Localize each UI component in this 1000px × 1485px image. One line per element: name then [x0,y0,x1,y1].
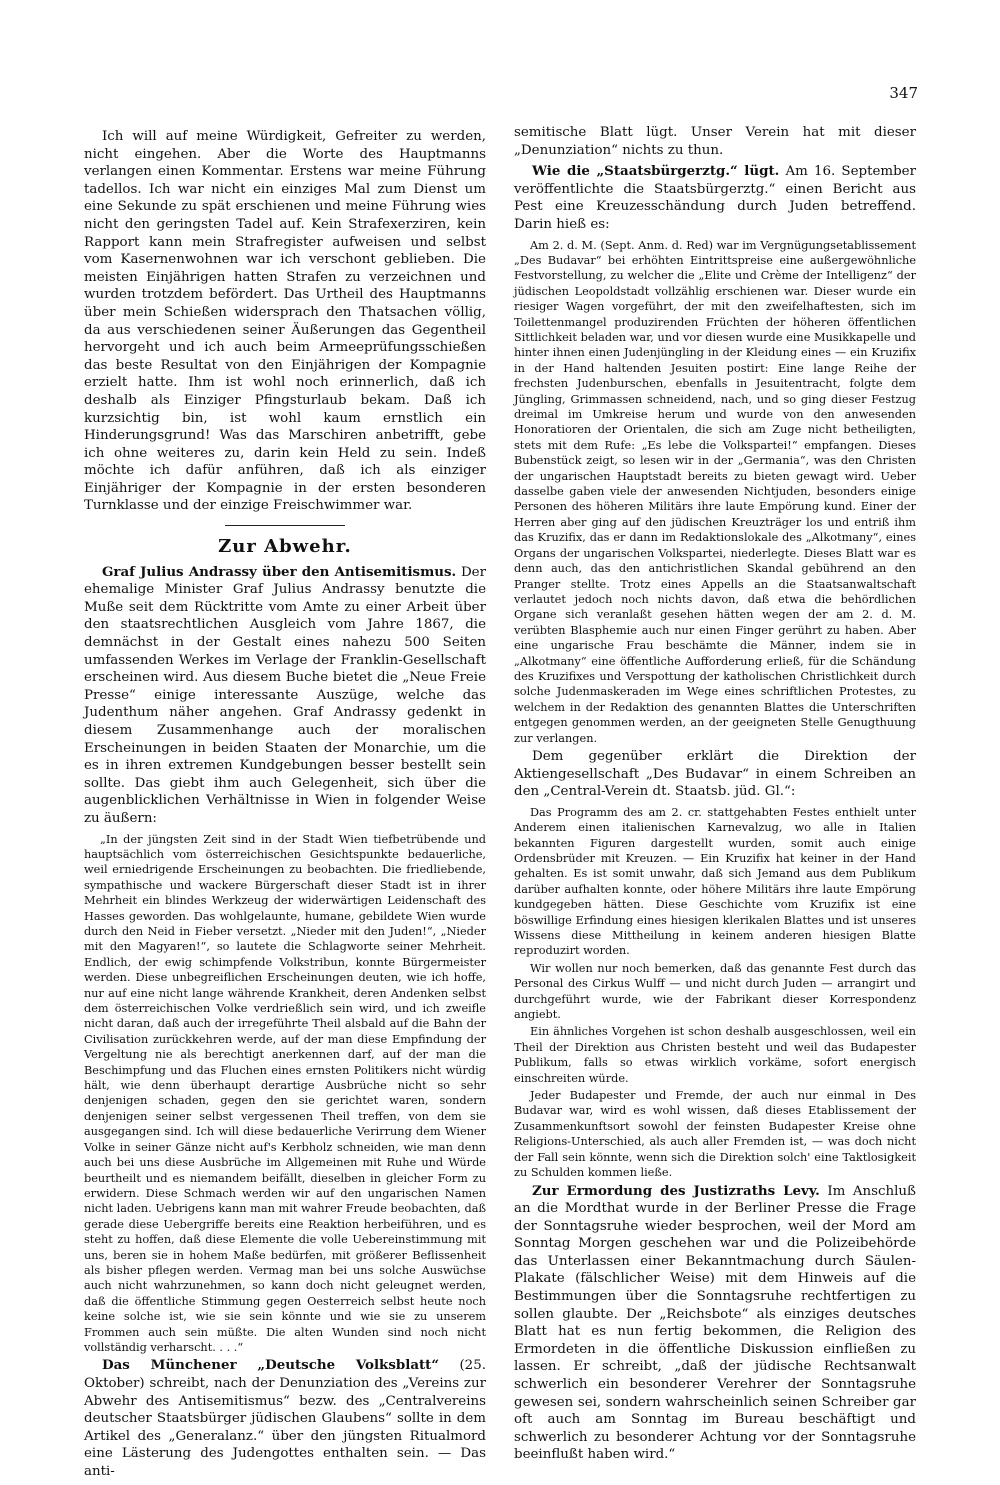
levy-heading: Zur Ermordung des Justizraths Levy. [532,1182,820,1199]
direktion-quote-4: Jeder Budapester und Fremde, der auch nur einmal in Des Budavar war, wird es wohl wissen, daß dieses Etablissement der Zusammenkunftsort sowohl der feinsten Budapester Kreise ohne Religions-Unterschied, als auch aller Fremden ist, — was doch nicht der Fall sein könnte, wenn sich die Direktion solch' eine Taktlosigkeit zu Schulden kommen ließe. [514,1089,916,1180]
andrassy-article [84,564,486,828]
right-column [514,124,916,1468]
staats-quote-block [514,238,916,746]
page-number: 347 [889,84,918,102]
staats-article [514,163,916,233]
staats-heading: Wie die „Staatsbürgerztg.“ lügt. [532,163,780,180]
direktion-paragraph: Dem gegenüber erklärt die Direktion der Aktiengesellschaft „Des Budavar“ in einem Schreiben an den „Central-Verein dt. Staatsb. jüd. Gl.“: [514,748,916,800]
section-title: Zur Abwehr. [218,536,352,558]
intro-paragraph: Ich will auf meine Würdigkeit, Gefreiter zu werden, nicht eingehen. Aber die Worte des Hauptmanns verlangen einen Kommentar. Erstens war meine Führung tadellos. Ich war nicht ein einziges Mal zum Dienst um eine Sekunde zu spät erschienen und meine Führung wies nicht den geringsten Tadel auf. Kein Strafexerziren, kein Rapport kann mein Strafregister aufweisen und selbst vom Kasernenwohnen war ich verschont geblieben. Die meisten Einjährigen hatten Strafen zu verzeichnen und wurden trotzdem befördert. Das Urtheil des Hauptmanns über mein Schießen widersprach den Thatsachen völlig, da aus verschiedenen seiner Äußerungen das Gegentheil hervorgeht und ich auch beim Armeeprüfungsschießen das beste Resultat von den Einjährigen der Kompagnie erzielt hatte. Ihm ist wohl noch erinnerlich, daß ich deshalb als Einziger Pfingsturlaub bekam. Daß ich kurzsichtig bin, ist wohl kaum ernstlich ein Hinderungsgrund! Was das Marschiren anbetrifft, gebe ich ohne weiteres zu, darin kein Held zu sein. Indeß möchte ich dafür anführen, daß ich als einziger Einjähriger der Kompagnie in der ersten besonderen Turnklasse und der einzige Freischwimmer war. [84,129,486,514]
andrassy-body: Der ehemalige Minister Graf Julius Andrassy benutzte die Muße seit dem Rücktritte vom Amte zu einer Arbeit über den staatsrechtlichen Ausgleich vom Jahre 1867, die demnächst in der Gestalt eines nahezu 500 Seiten umfassenden Werkes im Verlage der Franklin-Gesellschaft erscheinen wird. Aus diesem Buche bietet die „Neue Freie Presse“ einige interessante Auszüge, welche das Judenthum näher angehen. Graf Andrassy gedenkt in diesem Zusammenhange auch der moralischen Erscheinungen in beiden Staaten der Monarchie, um die es in ihren extremen Kundgebungen besser bestellt sein sollte. Das giebt ihm auch Gelegenheit, sich über die augenblicklichen Verhältnisse in Wien in folgender Weise zu äußern: [84,564,486,826]
direktion-quote-3: Ein ähnliches Vorgehen ist schon deshalb ausgeschlossen, weil ein Theil der Direktion aus Christen besteht und weil das Budapester Publikum, falls so etwas wirklich vorkäme, sofort energisch einschreiten würde. [514,1025,916,1085]
staats-body: Am 16. September veröffentlichte die Staatsbürgerztg.“ einen Bericht aus Pest eine Kreuzesschändung durch Juden betreffend. Darin hieß es: [514,164,916,232]
munich-heading: Das Münchener „Deutsche Volksblatt“ [102,1357,440,1374]
divider-rule [225,525,345,526]
munich-body: (25. Oktober) schreibt, nach der Denunziation des „Vereins zur Abwehr des Antisemitismus“ bezw. des „Centralvereins deutscher Staatsbürger jüdischen Glaubens“ sollte in dem Artikel des „Generalanz.“ über den jüngsten Ritualmord eine Lästerung des Judengottes enthalten sein. — Das anti- [84,1358,486,1479]
staats-quote: Am 2. d. M. (Sept. Anm. d. Red) war im Vergnügungsetablissement „Des Budavar“ bei erhöhten Eintrittspreise eine außergewöhnliche Festvorstellung, zu welcher die „Elite und Crème der Intelligenz“ der jüdischen Leopoldstadt vollzählig erschienen war. Dieser wurde ein riesiger Wagen vorgeführt, der mit den zweifelhaftesten, sich im Toilettenmangel produzirenden Früchten der höheren öffentlichen Sittlichkeit beladen war, und vor diesen wurde eine Musikkapelle und hinter ihnen einen Judenjüngling in der Kleidung eines — ein Kruzifix in der Hand haltenden Jesuiten postirt: Eine lange Reihe der frechsten Judenburschen, ebenfalls in Jesuitentracht, folgte dem Jüngling, Grimmassen schneidend, nach, und so ging dieser Festzug dreimal im Umkreise herum und wurde von den anwesenden Honoratioren der Orientalen, die sich am Zuge nicht betheiligten, stets mit dem Rufe: „Es lebe die Volkspartei!“ empfangen. Dieses Bubenstück zeigt, so lesen wir in der „Germania“, was den Christen der ungarischen Hauptstadt bereits zu bieten gewagt wird. Ueber dasselbe gaben viele der anwesenden Nichtjuden, besonders einige Personen des höheren Militärs ihre laute Empörung kund. Einer der Herren aber ging auf den jüdischen Kreuzträger los und entriß ihm das Kruzifix, das er dann im Redaktionslokale des „Alkotmany“, eines Organs der ungarischen Volkspartei, niederlegte. Dieses Blatt war es denn auch, das den antichristlichen Skandal gebührend an den Pranger stellte. Trotz eines Appells an die Staatsanwaltschaft verlautet jedoch noch nichts davon, daß etwa die behördlichen Organe sich veranlaßt gesehen hätten wegen der am 2. d. M. verübten Blasphemie auch nur einen Finger gerührt zu haben. Aber eine ungarische Frau beschämte die Männer, indem sie in „Alkotmany“ eine öffentliche Aufforderung erließ, für die Schändung des Kruzifixes und Verspottung der katholischen Christlichkeit durch solche Judenmaskeraden im Wege eines schriftlichen Protestes, zu welchem in der Redaktion des genannten Blattes die Unterschriften entgegen genommen werden, an der geeigneten Stelle Genugthuung zur verlangen. [514,238,916,745]
direktion-quote-block [514,805,916,1181]
levy-article [514,1183,916,1465]
munich-article [84,1357,486,1480]
levy-body: Im Anschluß an die Mordthat wurde in der Berliner Presse die Frage der Sonntagsruhe wieder besprochen, weil der Mord am Sonntag Morgen geschehen war und die Polizeibehörde das Unterlassen einer Bekanntmachung durch Säulen-Plakate (fälschlicher Weise) mit dem Hinweis auf die Bestimmungen über die Sonntagsruhe rechtfertigen zu sollen glaubte. Der „Reichsbote“ als einziges deutsches Blatt hat es nun fertig bekommen, die Religion des Ermordeten in die öffentliche Diskussion einfließen zu lassen. Er schreibt, „daß der jüdische Rechtsanwalt schwerlich ein besonderer Verehrer der Sonntagsruhe gewesen sei, sondern wahrscheinlich seinen Schreiber gar oft auch am Sonntag im Bureau beschäftigt und schwerlich zu besonderer Achtung vor der Sonntagsruhe beeinflußt haben wird.“ [514,1183,916,1463]
continuation-paragraph: semitische Blatt lügt. Unser Verein hat mit dieser „Denunziation“ nichts zu thun. [514,125,916,158]
andrassy-quote: „In der jüngsten Zeit sind in der Stadt Wien tiefbetrübende und hauptsächlich vom österreichischen Gesichtspunkte bedauerliche, weil erniedrigende Erscheinungen zu beobachten. Die friedliebende, sympathische und wackere Bürgerschaft dieser Stadt ist in ihrer Mehrheit ein blindes Werkzeug der widerwärtigen Leidenschaft des Hasses geworden. Das wohlgelaunte, humane, gebildete Wien wurde durch den Neid in Fieber versetzt. „Nieder mit den Juden!“, „Nieder mit den Magyaren!“, so lautete die Schlagworte seiner Mehrheit. Endlich, der ewig schimpfende Volkstribun, konnte Bürgermeister werden. Diese unbegreiflichen Erscheinungen deuten, wie ich hoffe, nur auf eine nicht lange währende Krankheit, deren Andenken selbst dem österreichischen Volke verdrießlich sein wird, und ich zweifle nicht daran, daß auch der irregeführte Theil alsbald auf die Bahn der Civilisation zurückkehren werde, auf der man diese Empfindung der Vergeltung nie als berechtigt anerkennen darf, auf der man die Beschimpfung und das Fluchen eines ernsten Politikers nicht würdig hält, wie denn überhaupt derartige Ausbrüche nicht so sehr denjenigen schaden, gegen den sie gerichtet waren, sondern denjenigen seiner selbst vergessenen Theil treffen, von dem sie ausgegangen sind. Ich will diese bedauerliche Verirrung dem Wiener Volke in seiner Gänze nicht auf's Kerbholz schneiden, wie man denn auch bei uns diese Ausbrüche im Allgemeinen mit Ruhe und Würde beurtheilt und es niemandem beifällt, dieselben in gleicher Form zu erwidern. Diese Schmach werden wir auf den ungarischen Namen nicht laden. Uebrigens kann man mit wahrer Freude beobachten, daß gerade diese Uebergriffe bereits eine Reaktion herbeiführen, und es steht zu hoffen, daß diese Elemente die volle Uebereinstimmung mit uns, beren sie in hohem Maße bedürfen, mit größerer Beflissenheit als bisher pflegen werden. Vermag man bei uns solche Auswüchse auch nicht wahrzunehmen, so kann doch nicht geleugnet werden, daß die öffentliche Stimmung gegen Oesterreich selbst heute noch keine solche ist, wie sie sein könnte und wie sie zu unserem Frommen auch sein müßte. Die alten Wunden sind noch nicht vollständig verharscht. . . .“ [84,832,486,1354]
andrassy-quote-block [84,832,486,1356]
left-column [84,128,486,1485]
direktion-quote-2: Wir wollen nur noch bemerken, daß das genannte Fest durch das Personal des Cirkus Wulff — und nicht durch Juden — arrangirt und durchgeführt wurde, wie der Fabrikant dieser Korrespondenz angiebt. [514,961,916,1022]
direktion-quote-1: Das Programm des am 2. cr. stattgehabten Festes enthielt unter Anderem einen italienischen Karnevalzug, wo alle in Italien bekannten Figuren dargestellt wurden, somit auch einige Ordensbrüder mit Kreuzen. — Ein Kruzifix hat keiner in der Hand gehalten. Es ist somit unwahr, daß sich Jemand aus dem Publikum darüber aufhalten konnte, oder höhere Militärs ihre laute Empörung kundgegeben hätten. Diese Geschichte vom Kruzifix ist eine böswillige Erfindung eines hiesigen klerikalen Blattes und ist unseres Wissens diese Mittheilung in keinem anderen hiesigen Blatte reproduzirt worden. [514,805,916,958]
andrassy-heading: Graf Julius Andrassy über den Antisemitismus. [102,563,457,580]
